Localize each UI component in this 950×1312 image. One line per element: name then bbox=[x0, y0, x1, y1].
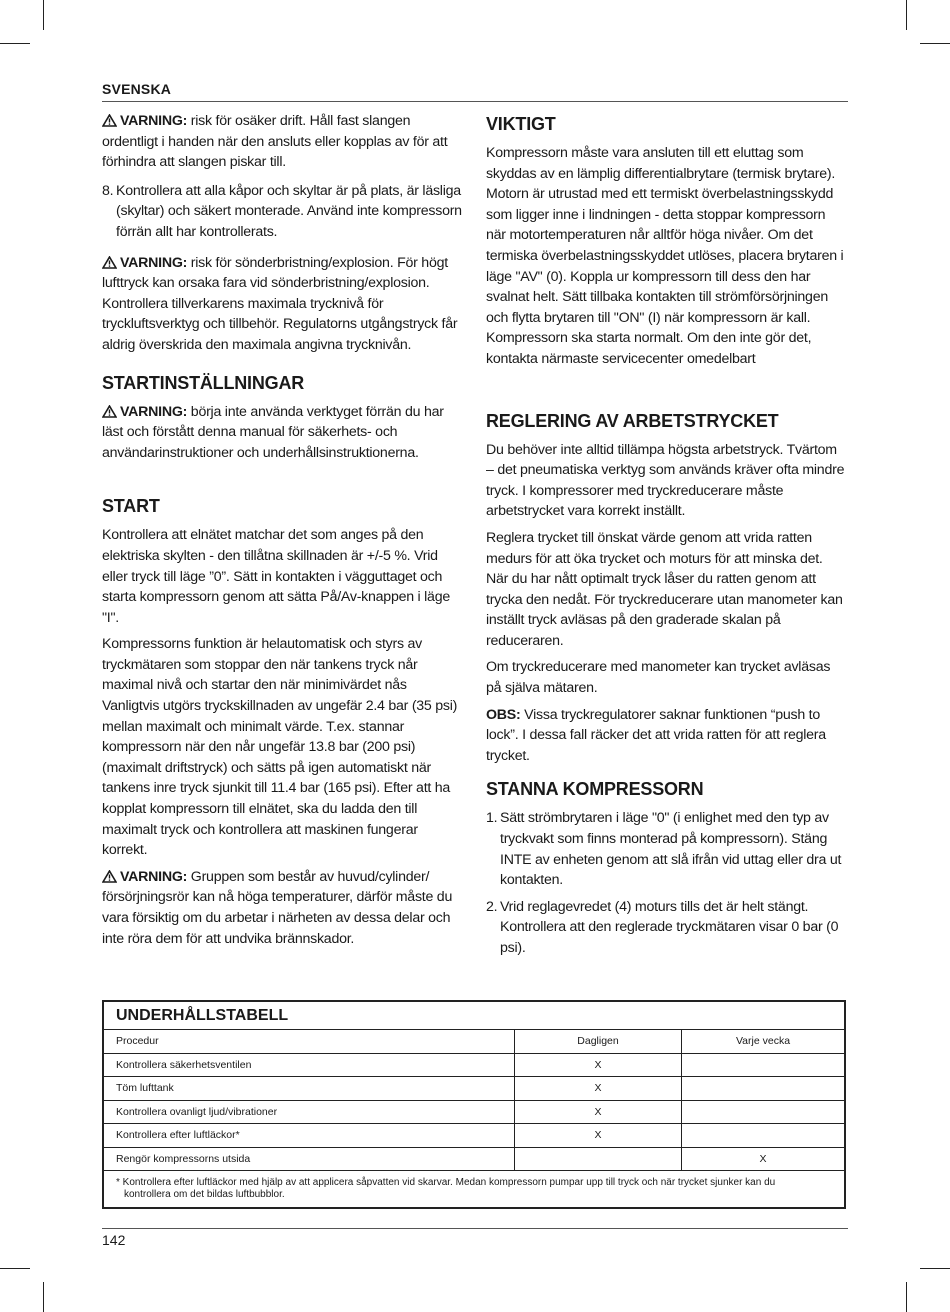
right-column bbox=[486, 111, 848, 965]
paragraph: Du behöver inte alltid tillämpa högsta arbetstryck. Tvärtom – det pneumatiska verktyg som används kräver ofta mindre tryck. I kompressorer med tryckreducerare måste arbetstrycket vara korrekt inställt. bbox=[486, 441, 845, 520]
warning-label: VARNING: bbox=[120, 868, 188, 885]
table-header-cell: Varje vecka bbox=[682, 1030, 845, 1053]
table bbox=[104, 1030, 844, 1171]
table-row bbox=[104, 1124, 844, 1148]
paragraph: Kompressorns funktion är helautomatisk och styrs av tryckmätaren som stoppar den när tankens tryck når maximal nivå och startar den när minimivärdet nås Vanligtvis utgörs tryckskillnaden av ungefär 2.4 bar (35 psi) mellan maximalt och minimalt värde. T.ex. stannar kompressorn när den når ungefär 13.8 bar (200 psi) (maximalt driftstryck) och sätts på igen automatiskt när tankens inre tryck sjunkit till 11.4 bar (165 psi). Efter att ha kopplat kompressorn till elnätet, ska du ladda den till maximalt tryck och kontrollera att maskinen fungerar korrekt. bbox=[102, 636, 458, 859]
footnote-line: * Kontrollera efter luftläckor med hjälp av att applicera såpvatten vid skarvar. Medan kompressorn pumpar upp till tryck och när trycket sjunker kan du bbox=[116, 1177, 776, 1188]
warning-triangle-icon bbox=[102, 870, 117, 883]
table-cell bbox=[682, 1124, 845, 1148]
footnote-line: kontrollera om det bildas luftbubblor. bbox=[124, 1189, 285, 1200]
obs-text: Vissa tryckregulatorer saknar funktionen “push to lock”. I dessa fall räcker det att vrida ratten för att reglera trycket. bbox=[486, 706, 826, 764]
table-cell: Kontrollera efter luftläckor* bbox=[104, 1124, 515, 1148]
list-text: Kontrollera att alla kåpor och skyltar är på plats, är läsliga (skyltar) och säkert monterade. Använd inte kompressorn förrän allt har kontrollerats. bbox=[116, 182, 462, 240]
list-item bbox=[486, 897, 848, 959]
table-cell bbox=[682, 1053, 845, 1077]
crop-mark bbox=[920, 1268, 950, 1269]
list-number: 2. bbox=[486, 898, 498, 915]
table-cell: X bbox=[515, 1077, 682, 1101]
table-cell: Töm lufttank bbox=[104, 1077, 515, 1101]
warning-unsafe-operation bbox=[102, 111, 464, 173]
section-heading-viktigt: VIKTIGT bbox=[486, 114, 556, 134]
table-row bbox=[104, 1077, 844, 1101]
warning-triangle-icon bbox=[102, 256, 117, 269]
header-rule bbox=[102, 101, 848, 102]
warning-text: börja inte använda verktyget förrän du har läst och förstått denna manual för säkerhets- och användarinstruktioner och underhållsinstruktionerna. bbox=[102, 403, 444, 461]
maintenance-table bbox=[102, 1000, 846, 1209]
list-item bbox=[486, 808, 848, 890]
table-header-cell: Procedur bbox=[104, 1030, 515, 1053]
page-number: 142 bbox=[102, 1232, 126, 1248]
warning-read-manual bbox=[102, 402, 464, 464]
warning-label: VARNING: bbox=[120, 403, 188, 420]
paragraph: Kontrollera att elnätet matchar det som anges på den elektriska skylten - den tillåtna skillnaden är +/-5 %. Vrid eller tryck till läge ”0”. Sätt in kontakten i vägguttaget och starta kompressorn genom att sätta På/Av-knappen i läge "I". bbox=[102, 527, 450, 626]
warning-triangle-icon bbox=[102, 114, 117, 127]
section-heading-startinstallningar: STARTINSTÄLLNINGAR bbox=[102, 372, 305, 393]
warning-label: VARNING: bbox=[120, 113, 188, 129]
table-header-cell: Dagligen bbox=[515, 1030, 682, 1053]
table-row bbox=[104, 1100, 844, 1124]
list-text: Sätt strömbrytaren i läge "0" (i enlighet med den typ av tryckvakt som finns monterad på kompressorn). Stäng INTE av enheten genom att slå ifrån vid uttag eller dra ut kontakten. bbox=[500, 810, 842, 889]
table-cell bbox=[682, 1100, 845, 1124]
table-footnote bbox=[104, 1171, 844, 1207]
table-cell: X bbox=[682, 1147, 845, 1171]
warning-explosion bbox=[102, 253, 464, 356]
section-heading-reglering: REGLERING AV ARBETSTRYCKET bbox=[486, 410, 779, 431]
obs-note bbox=[486, 705, 848, 767]
table-cell: X bbox=[515, 1124, 682, 1148]
footer-rule bbox=[102, 1228, 848, 1229]
list-number: 1. bbox=[486, 810, 498, 827]
crop-mark bbox=[0, 43, 30, 44]
paragraph: Reglera trycket till önskat värde genom att vrida ratten medurs för att öka trycket och moturs för att minska det. När du har nått optimalt tryck låser du ratten genom att trycka den nedåt. För tryckreducerare utan manometer kan inställt tryck avläsas på den graderade skalan på reduceraren. bbox=[486, 529, 843, 649]
table-cell bbox=[682, 1077, 845, 1101]
list-text: Vrid reglagevredet (4) moturs tills det är helt stängt. Kontrollera att den reglerade tryckmätaren visar 0 bar (0 psi). bbox=[500, 898, 839, 956]
list-number: 8. bbox=[102, 182, 114, 199]
table-row bbox=[104, 1147, 844, 1171]
section-heading-start: START bbox=[102, 496, 160, 517]
table-cell: X bbox=[515, 1053, 682, 1077]
crop-mark bbox=[43, 1282, 44, 1312]
warning-text: Gruppen som består av huvud/cylinder/ försörjningsrör kan nå höga temperaturer, därför måste du vara försiktig om du arbetar i närheten av dessa delar och inte röra dem för att undvika brännskador. bbox=[102, 868, 453, 947]
table-cell: Kontrollera ovanligt ljud/vibrationer bbox=[104, 1100, 515, 1124]
warning-text: risk för sönderbristning/explosion. För högt lufttryck kan orsaka fara vid sönderbristning/explosion. Kontrollera tillverkarens maximala trycknivå för tryckluftsverktyg och tillbehör. Regulatorns utgångstryck får aldrig överskrida den maximala angivna trycknivån. bbox=[102, 254, 458, 353]
warning-label: VARNING: bbox=[120, 254, 188, 271]
crop-mark bbox=[920, 43, 950, 44]
table-cell bbox=[515, 1147, 682, 1171]
crop-mark bbox=[0, 1268, 30, 1269]
crop-mark bbox=[43, 0, 44, 30]
warning-triangle-icon bbox=[102, 405, 117, 418]
language-label: SVENSKA bbox=[102, 81, 172, 97]
left-column bbox=[102, 111, 464, 955]
table-cell: Rengör kompressorns utsida bbox=[104, 1147, 515, 1171]
paragraph: Om tryckreducerare med manometer kan trycket avläsas på själva mätaren. bbox=[486, 659, 831, 697]
warning-text: risk för osäker drift. Håll fast slangen ordentligt i handen när den ansluts eller kopplas av för att förhindra att slangen piskar till. bbox=[102, 113, 448, 171]
warning-hot-surfaces bbox=[102, 867, 464, 949]
table-title: UNDERHÅLLSTABELL bbox=[104, 1002, 844, 1030]
table-header-row bbox=[104, 1030, 844, 1053]
crop-mark bbox=[906, 1282, 907, 1312]
paragraph: Kompressorn måste vara ansluten till ett eluttag som skyddas av en lämplig differentialbrytare (termisk brytare). Motorn är utrustad med ett termiskt överbelastningsskydd som ligger inne i lindningen - detta stoppar kompressorn när motortemperaturen når alltför höga nivåer. Om det termiska överbelastningsskyddet utlöses, placera brytaren i läge "AV" (0). Koppla ur kompressorn till dess den har svalnat helt. Sätt tillbaka kontakten till strömförsörjningen och flytta brytaren till "ON" (I) när kompressorn är kall. Kompressorn ska starta normalt. Om den inte gör det, kontakta närmaste servicecenter omedelbart bbox=[486, 145, 844, 367]
crop-mark bbox=[906, 0, 907, 30]
section-heading-stanna: STANNA KOMPRESSORN bbox=[486, 779, 704, 800]
list-item bbox=[102, 181, 464, 243]
table-cell: X bbox=[515, 1100, 682, 1124]
table-cell: Kontrollera säkerhetsventilen bbox=[104, 1053, 515, 1077]
table-row bbox=[104, 1053, 844, 1077]
obs-label: OBS: bbox=[486, 706, 521, 723]
